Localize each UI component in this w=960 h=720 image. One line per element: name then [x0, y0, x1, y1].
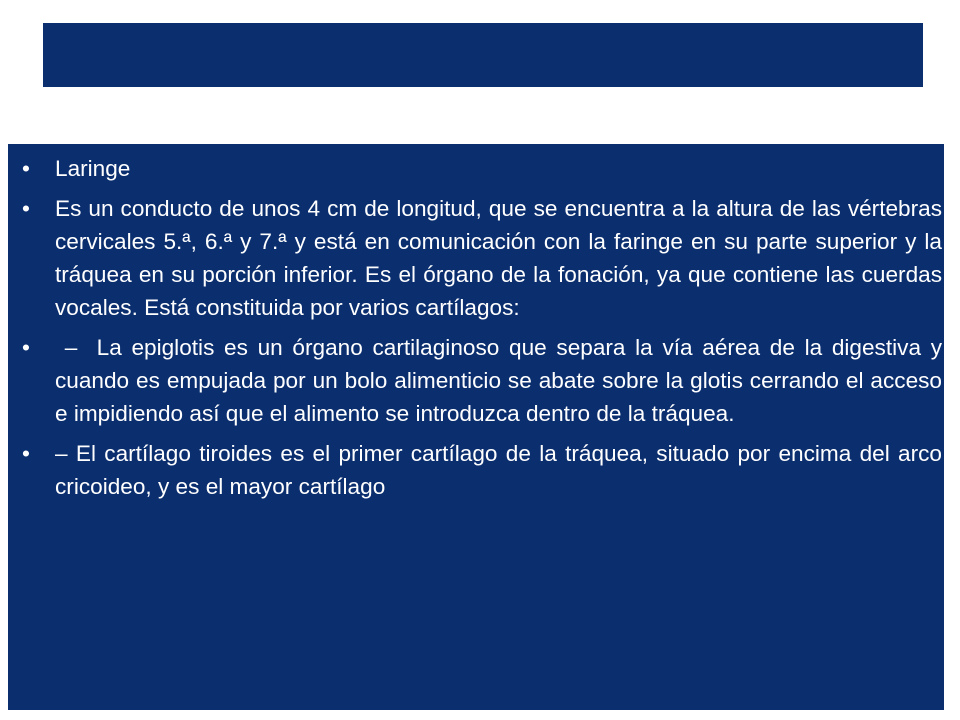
bullet-icon: •: [22, 156, 30, 181]
bullet-icon: •: [22, 335, 30, 360]
bullet-icon: •: [22, 196, 30, 221]
bullet-item-tiroides: [22, 437, 942, 503]
bullet-item-laringe: [22, 152, 942, 185]
bullet-icon: •: [22, 441, 30, 466]
bullet-item-epiglotis: [22, 331, 949, 430]
slide-content-panel: [8, 144, 949, 710]
bullet-list: [22, 152, 949, 510]
bullet-text: – La epiglotis es un órgano cartilaginoso que separa la vía aérea de la digestiva y cuando es empujada por un bolo alimenticio se abate sobre la glotis cerrando el acceso e impidiendo así que el alimento se introduzca dentro de la tráquea.: [55, 335, 949, 426]
bullet-item-description: [22, 192, 942, 324]
slide-title-bar: [43, 23, 923, 87]
bullet-text: – El cartílago tiroides es el primer cartílago de la tráquea, situado por encima del arco cricoideo, y es el mayor cartílago: [55, 441, 942, 499]
bullet-text: Laringe: [55, 156, 131, 181]
bullet-text: Es un conducto de unos 4 cm de longitud, que se encuentra a la altura de las vértebras cervicales 5.ª, 6.ª y 7.ª y está en comunicación con la faringe en su parte superior y la tráquea en su porción inferior. Es el órgano de la fonación, ya que contiene las cuerdas vocales. Está constituida por varios cartílagos:: [55, 196, 942, 320]
